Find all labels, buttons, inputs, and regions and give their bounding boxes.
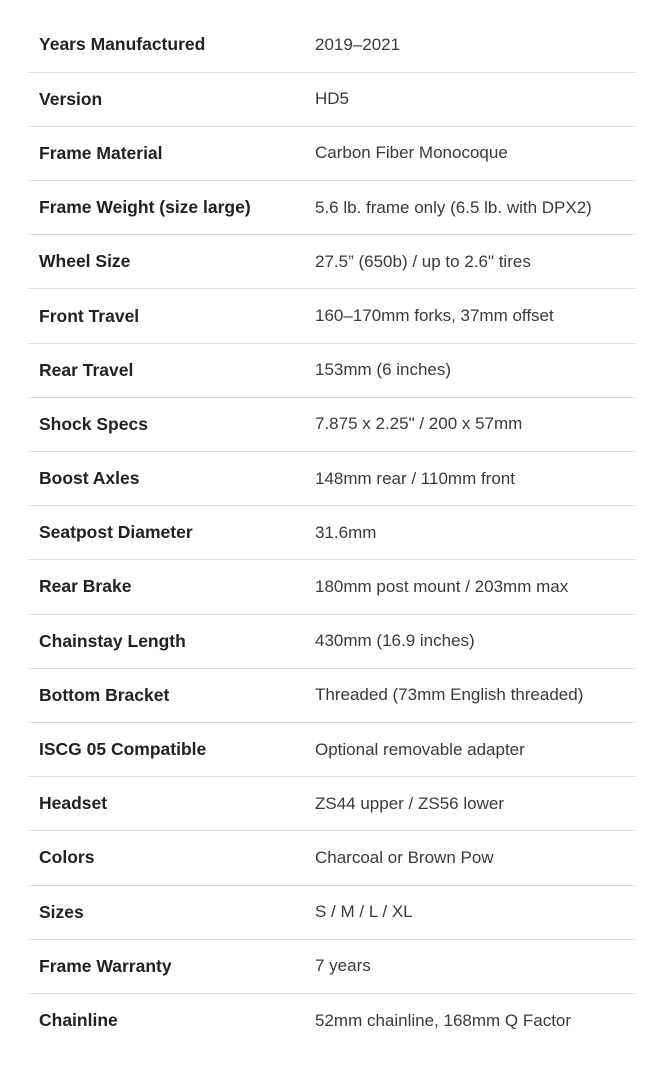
spec-label: Rear Travel (39, 359, 134, 380)
spec-value: 7 years (315, 956, 371, 976)
spec-row-front-travel (28, 289, 636, 343)
spec-label: Version (39, 88, 103, 109)
spec-row-bottom-bracket (28, 668, 636, 722)
spec-label: Wheel Size (39, 251, 131, 272)
spec-row-frame-weight (28, 181, 636, 235)
spec-label: Bottom Bracket (39, 684, 170, 705)
spec-row-shock-specs (28, 397, 636, 451)
spec-label: Years Manufactured (39, 34, 206, 55)
spec-value: S / M / L / XL (315, 902, 413, 922)
spec-label: Sizes (39, 901, 84, 922)
spec-row-version (28, 72, 636, 126)
spec-value: 180mm post mount / 203mm max (315, 576, 569, 596)
spec-value: 148mm rear / 110mm front (315, 468, 515, 488)
spec-table-body (28, 18, 636, 1048)
spec-label: Frame Material (39, 142, 163, 163)
spec-value: ZS44 upper / ZS56 lower (315, 793, 504, 813)
spec-row-boost-axles (28, 452, 636, 506)
spec-row-sizes (28, 885, 636, 939)
spec-value: 153mm (6 inches) (315, 360, 452, 380)
spec-value: HD5 (315, 89, 350, 109)
spec-row-years-manufactured (28, 18, 636, 72)
spec-row-wheel-size (28, 235, 636, 289)
spec-row-headset (28, 777, 636, 831)
spec-value: Optional removable adapter (315, 739, 525, 759)
spec-row-iscg-compatible (28, 722, 636, 776)
spec-value: Carbon Fiber Monocoque (315, 143, 508, 163)
spec-value: 52mm chainline, 168mm Q Factor (315, 1010, 572, 1030)
spec-label: Frame Warranty (39, 955, 172, 976)
spec-label: Rear Brake (39, 576, 132, 597)
spec-value: Charcoal or Brown Pow (315, 847, 494, 867)
spec-row-frame-warranty (28, 939, 636, 993)
spec-label: ISCG 05 Compatible (39, 739, 207, 760)
spec-row-frame-material (28, 126, 636, 180)
spec-label: Front Travel (39, 305, 140, 326)
spec-row-seatpost-diameter (28, 506, 636, 560)
spec-label: Chainstay Length (39, 630, 186, 651)
spec-row-rear-brake (28, 560, 636, 614)
spec-value: 5.6 lb. frame only (6.5 lb. with DPX2) (315, 197, 592, 217)
spec-label: Colors (39, 847, 95, 868)
spec-row-colors (28, 831, 636, 885)
spec-row-rear-travel (28, 343, 636, 397)
spec-value: Threaded (73mm English threaded) (315, 685, 584, 705)
spec-row-chainline (28, 993, 636, 1047)
spec-row-chainstay-length (28, 614, 636, 668)
spec-value: 7.875 x 2.25" / 200 x 57mm (315, 414, 523, 434)
spec-value: 27.5” (650b) / up to 2.6" tires (315, 251, 531, 271)
spec-value: 31.6mm (315, 522, 377, 542)
spec-label: Frame Weight (size large) (39, 197, 251, 218)
spec-label: Headset (39, 793, 108, 814)
spec-value: 160–170mm forks, 37mm offset (315, 306, 554, 326)
spec-label: Boost Axles (39, 468, 140, 489)
spec-label: Shock Specs (39, 413, 148, 434)
spec-table (28, 18, 636, 1048)
spec-value: 2019–2021 (315, 34, 401, 54)
spec-value: 430mm (16.9 inches) (315, 631, 475, 651)
spec-label: Seatpost Diameter (39, 522, 193, 543)
spec-label: Chainline (39, 1010, 118, 1031)
